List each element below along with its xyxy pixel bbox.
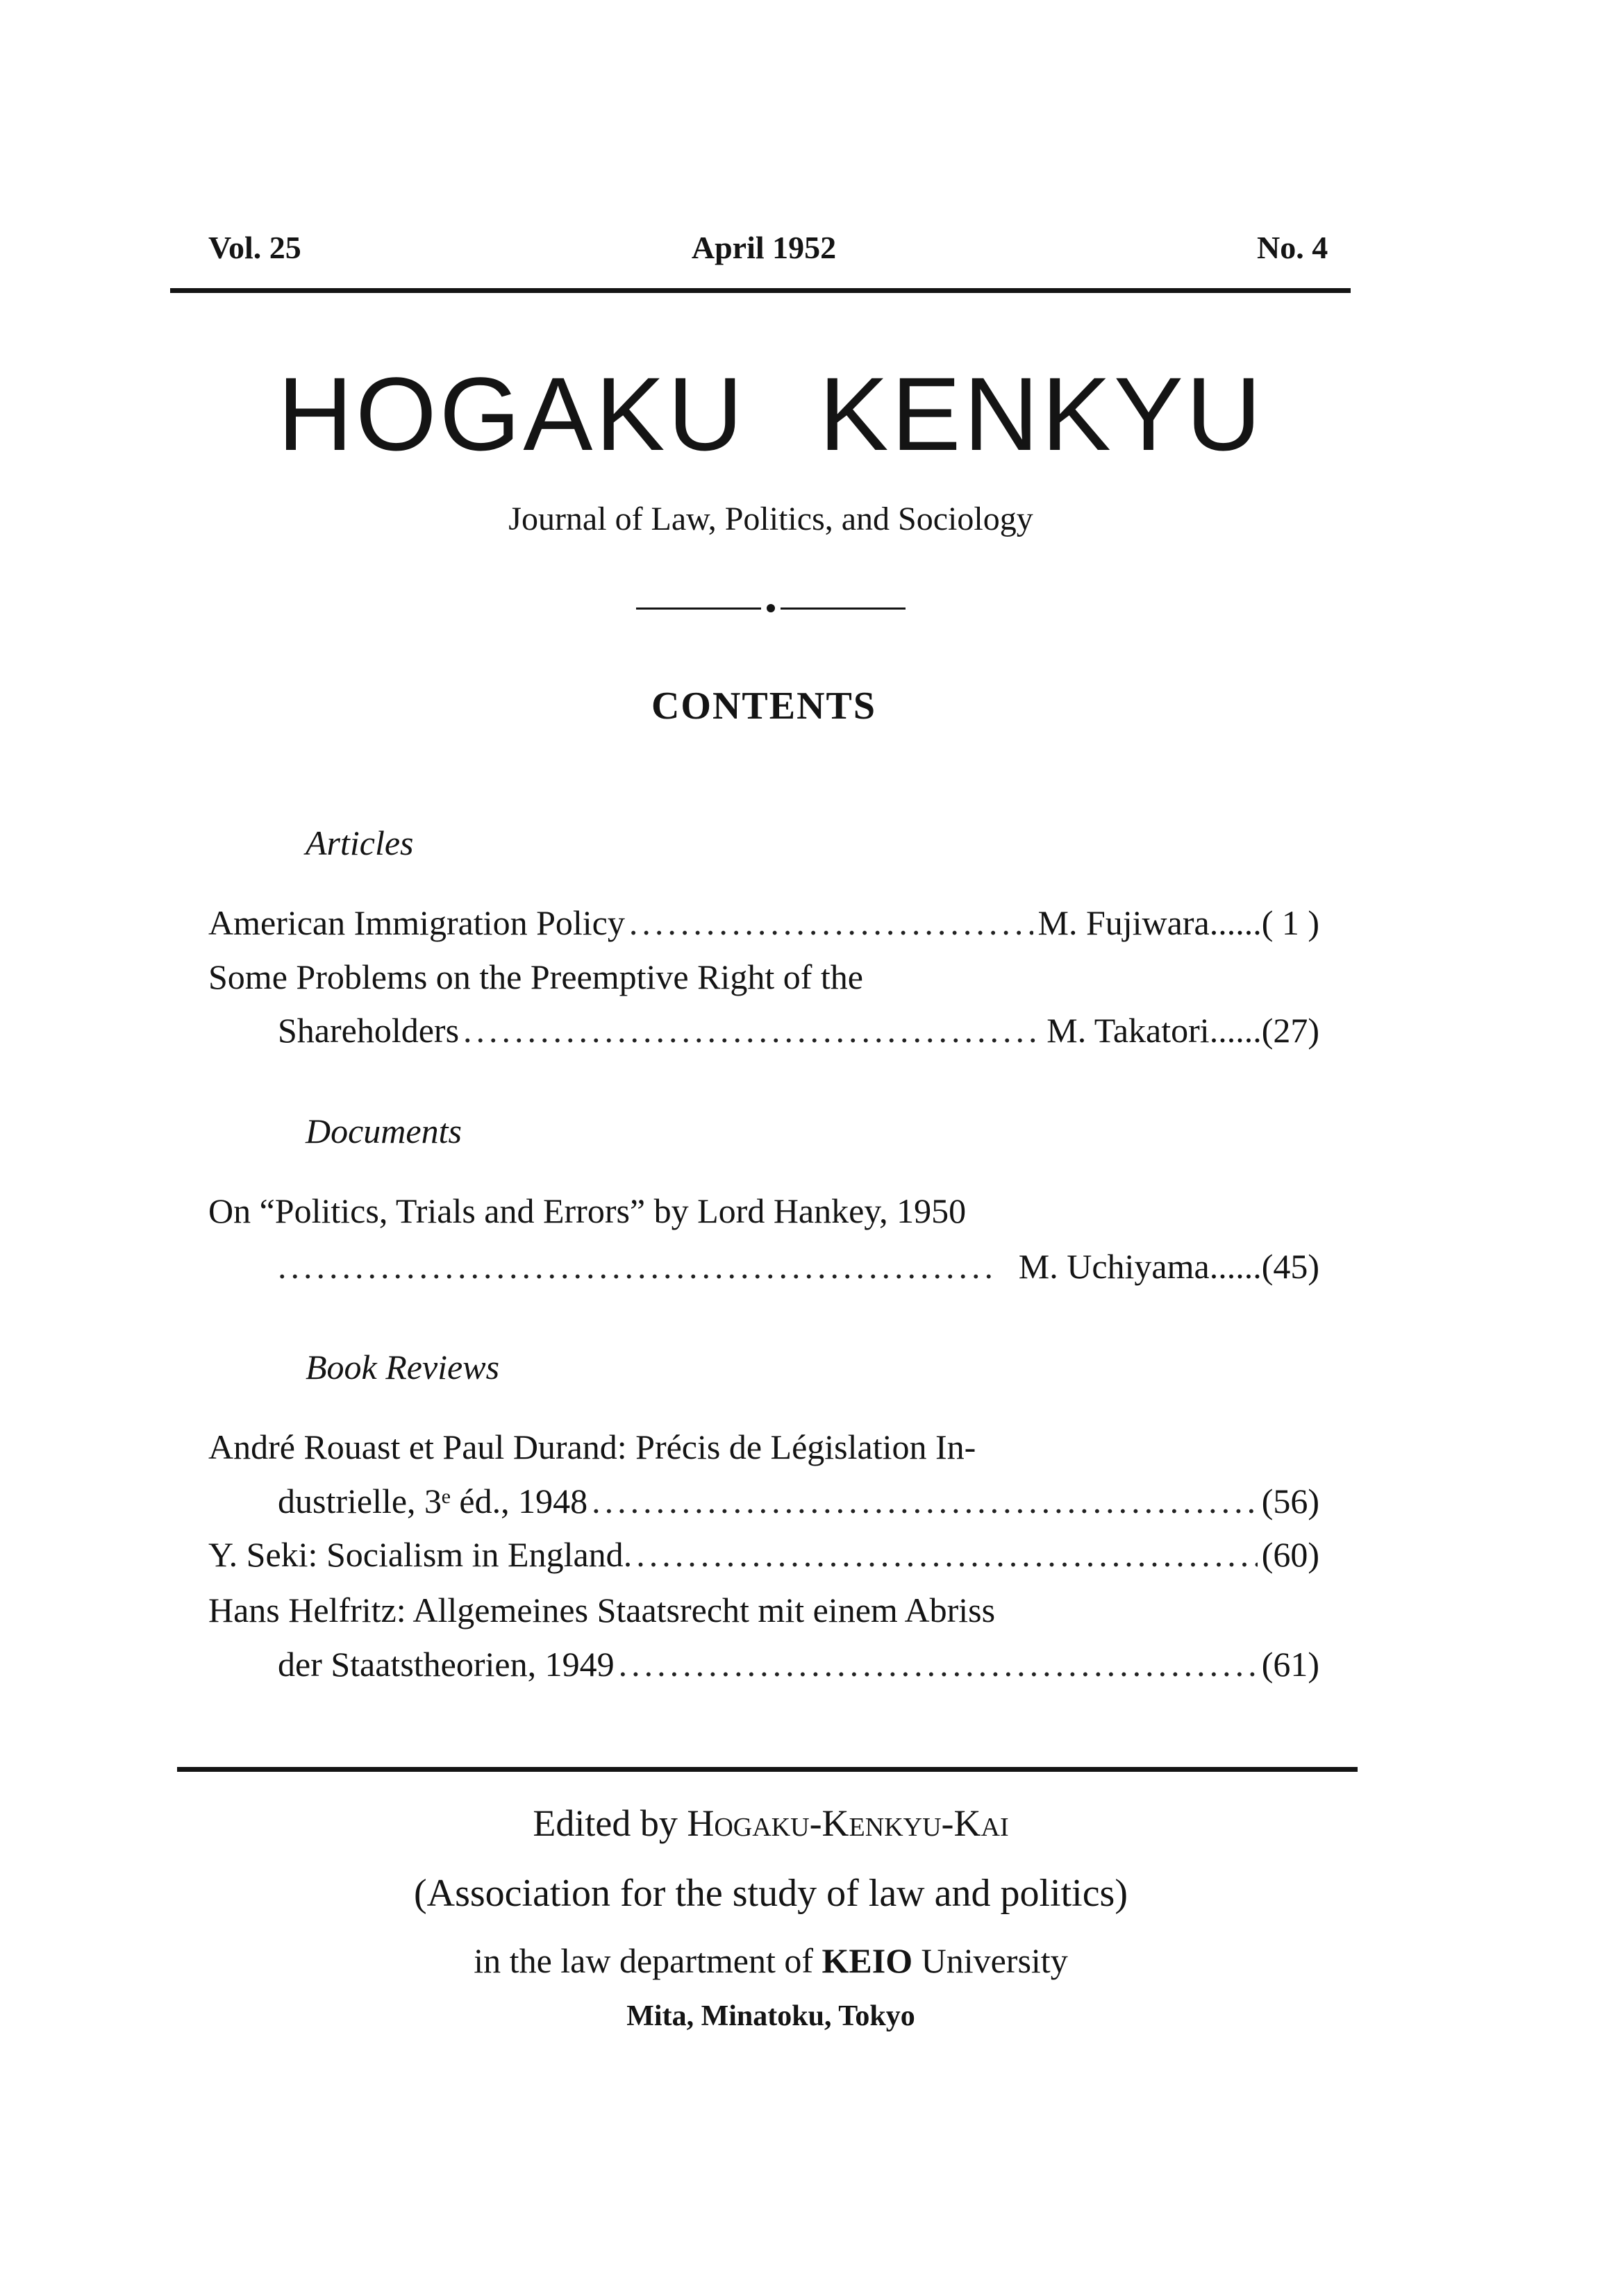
entry-page: ( 1 ) bbox=[1261, 903, 1319, 942]
section-heading-book-reviews: Book Reviews bbox=[306, 1348, 500, 1386]
issue-date: April 1952 bbox=[691, 230, 837, 265]
entry-page: (60) bbox=[1261, 1535, 1319, 1574]
entry-title: Y. Seki: Socialism in England bbox=[208, 1535, 624, 1574]
entry-title: On “Politics, Trials and Errors” by Lord Hankey, 1950 bbox=[208, 1191, 967, 1230]
journal-title: HOGAKU KENKYU bbox=[277, 355, 1265, 472]
toc-entry bbox=[278, 1644, 1319, 1684]
toc-entry bbox=[278, 1481, 1319, 1521]
entry-author: M. Takatori bbox=[1046, 1011, 1210, 1050]
entry-page: (45) bbox=[1261, 1247, 1319, 1286]
footer-rule bbox=[177, 1767, 1358, 1772]
association-line: (Association for the study of law and politics) bbox=[413, 1872, 1128, 1915]
journal-subtitle: Journal of Law, Politics, and Sociology bbox=[508, 501, 1033, 537]
entry-page: (61) bbox=[1261, 1645, 1319, 1684]
entry-title-line1: André Rouast et Paul Durand: Précis de Législation In- bbox=[208, 1427, 976, 1466]
toc-entry bbox=[208, 1534, 1319, 1575]
dept-prefix: in the law department of bbox=[474, 1941, 814, 1980]
leader-dots-short: ...... bbox=[1209, 1011, 1262, 1050]
address-line: Mita, Minatoku, Tokyo bbox=[626, 2000, 915, 2032]
edited-by-line bbox=[0, 1802, 1542, 1845]
entry-author: M. Uchiyama bbox=[1018, 1247, 1210, 1286]
leader-dots-short: ...... bbox=[1209, 903, 1262, 942]
edited-prefix: Edited by bbox=[533, 1802, 678, 1844]
leader-dots bbox=[463, 1010, 1042, 1050]
section-heading-articles: Articles bbox=[306, 823, 414, 862]
volume-label: Vol. 25 bbox=[208, 230, 301, 265]
leader-dots-short: ...... bbox=[1209, 1247, 1262, 1286]
ornament-divider bbox=[0, 594, 1542, 620]
issue-number: No. 4 bbox=[1257, 230, 1328, 265]
leader-dots bbox=[278, 1246, 994, 1287]
entry-author: M. Fujiwara bbox=[1037, 903, 1210, 942]
leader-dots bbox=[624, 1534, 1258, 1575]
section-heading-documents: Documents bbox=[306, 1112, 462, 1150]
entry-title-line2: Shareholders bbox=[278, 1011, 460, 1050]
contents-heading: CONTENTS bbox=[651, 685, 877, 728]
leader-dots bbox=[592, 1481, 1258, 1521]
entry-page: (27) bbox=[1261, 1011, 1319, 1050]
entry-title-line2: dustrielle, 3ᵉ éd., 1948 bbox=[278, 1482, 588, 1520]
leader-dots bbox=[629, 903, 1034, 943]
university-name: KEIO bbox=[821, 1941, 913, 1980]
toc-entry bbox=[208, 903, 1319, 943]
entry-page: (56) bbox=[1261, 1482, 1319, 1520]
entry-title-line2: der Staatstheorien, 1949 bbox=[278, 1645, 615, 1684]
toc-entry bbox=[278, 1246, 1319, 1287]
editor-name: Hogaku-Kenkyu-Kai bbox=[687, 1802, 1009, 1844]
department-line bbox=[0, 1941, 1542, 1981]
leader-dots bbox=[619, 1644, 1258, 1684]
toc-entry bbox=[278, 1010, 1319, 1050]
header-rule bbox=[170, 288, 1351, 293]
university-suffix: University bbox=[921, 1941, 1068, 1980]
entry-title-line1: Some Problems on the Preemptive Right of the bbox=[208, 957, 863, 996]
entry-title: American Immigration Policy bbox=[208, 903, 625, 942]
entry-title-line1: Hans Helfritz: Allgemeines Staatsrecht mit einem Abriss bbox=[208, 1591, 996, 1629]
